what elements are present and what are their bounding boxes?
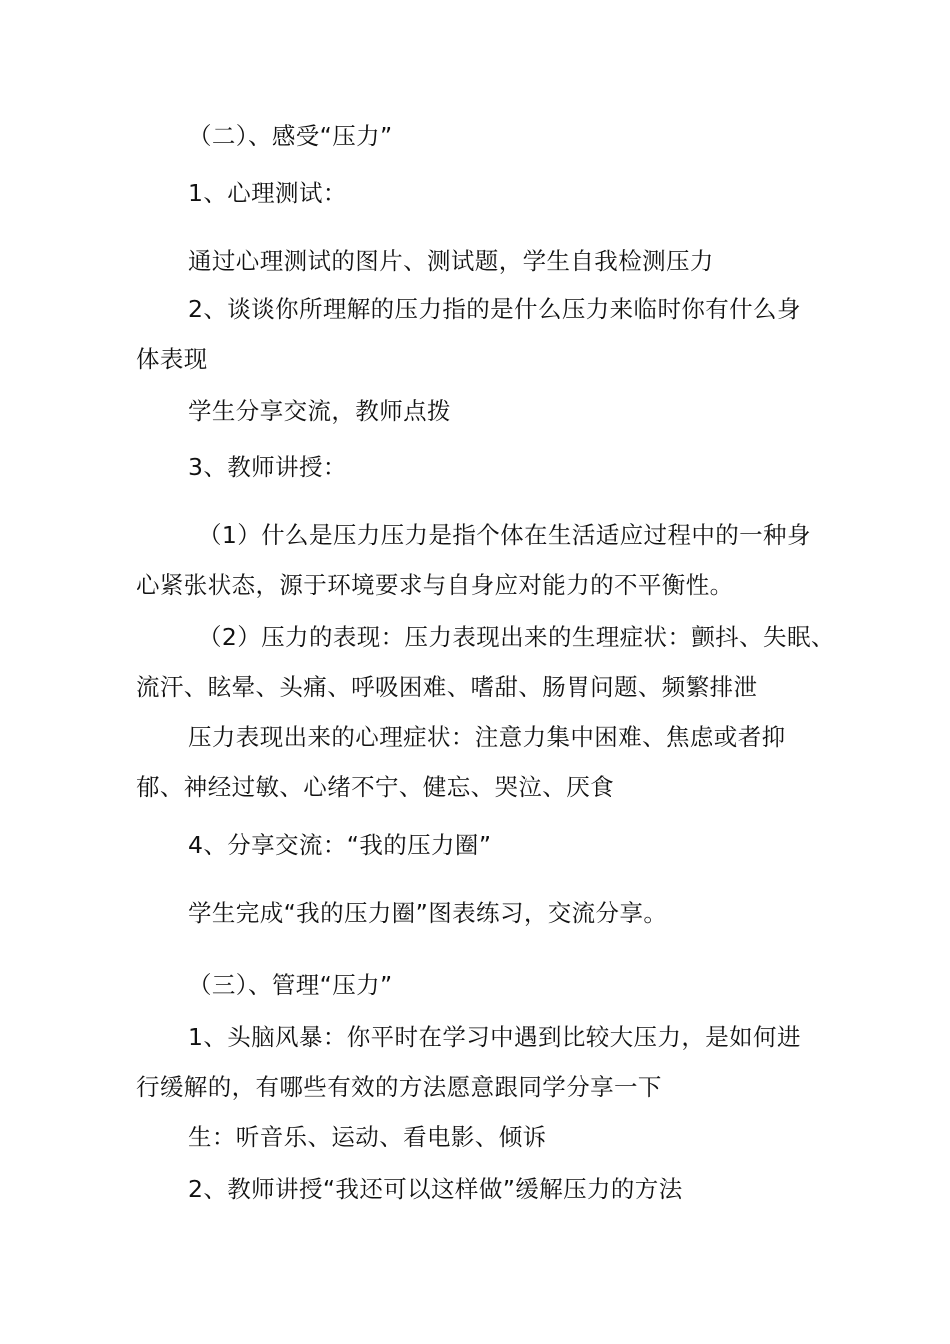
item-share-body: 学生完成“我的压力圈”图表练习，交流分享。 [188, 899, 668, 927]
section-heading-feel-pressure: （二）、感受“压力” [188, 122, 393, 150]
section-heading-manage-pressure: （三）、管理“压力” [188, 971, 393, 999]
item-discussion-title-line2: 体表现 [136, 345, 208, 373]
item-teacher-methods-title: 2、教师讲授“我还可以这样做”缓解压力的方法 [188, 1175, 683, 1203]
subitem-pressure-symptoms-line1: （2）压力的表现：压力表现出来的生理症状：颤抖、失眠、 [198, 623, 835, 651]
item-psychological-test-title: 1、心理测试： [188, 179, 347, 207]
item-discussion-title-line1: 2、谈谈你所理解的压力指的是什么压力来临时你有什么身 [188, 295, 801, 323]
subitem-what-is-pressure-line2: 心紧张状态，源于环境要求与自身应对能力的不平衡性。 [136, 571, 734, 599]
subitem-pressure-symptoms-line2: 流汗、眩晕、头痛、呼吸困难、嗜甜、肠胃问题、频繁排泄 [136, 673, 758, 701]
item-teacher-lecture-title: 3、教师讲授： [188, 453, 347, 481]
item-psychological-test-body: 通过心理测试的图片、测试题，学生自我检测压力 [188, 247, 714, 275]
subitem-pressure-symptoms-line3: 压力表现出来的心理症状：注意力集中困难、焦虑或者抑 [188, 723, 786, 751]
item-brainstorm-line2: 行缓解的，有哪些有效的方法愿意跟同学分享一下 [136, 1073, 662, 1101]
item-brainstorm-line1: 1、头脑风暴：你平时在学习中遇到比较大压力，是如何进 [188, 1023, 801, 1051]
item-discussion-body: 学生分享交流，教师点拨 [188, 397, 451, 425]
subitem-pressure-symptoms-line4: 郁、神经过敏、心绪不宁、健忘、哭泣、厌食 [136, 773, 614, 801]
item-share-title: 4、分享交流：“我的压力圈” [188, 831, 492, 859]
item-brainstorm-answer: 生：听音乐、运动、看电影、倾诉 [188, 1123, 547, 1151]
subitem-what-is-pressure-line1: （1）什么是压力压力是指个体在生活适应过程中的一种身 [198, 521, 811, 549]
